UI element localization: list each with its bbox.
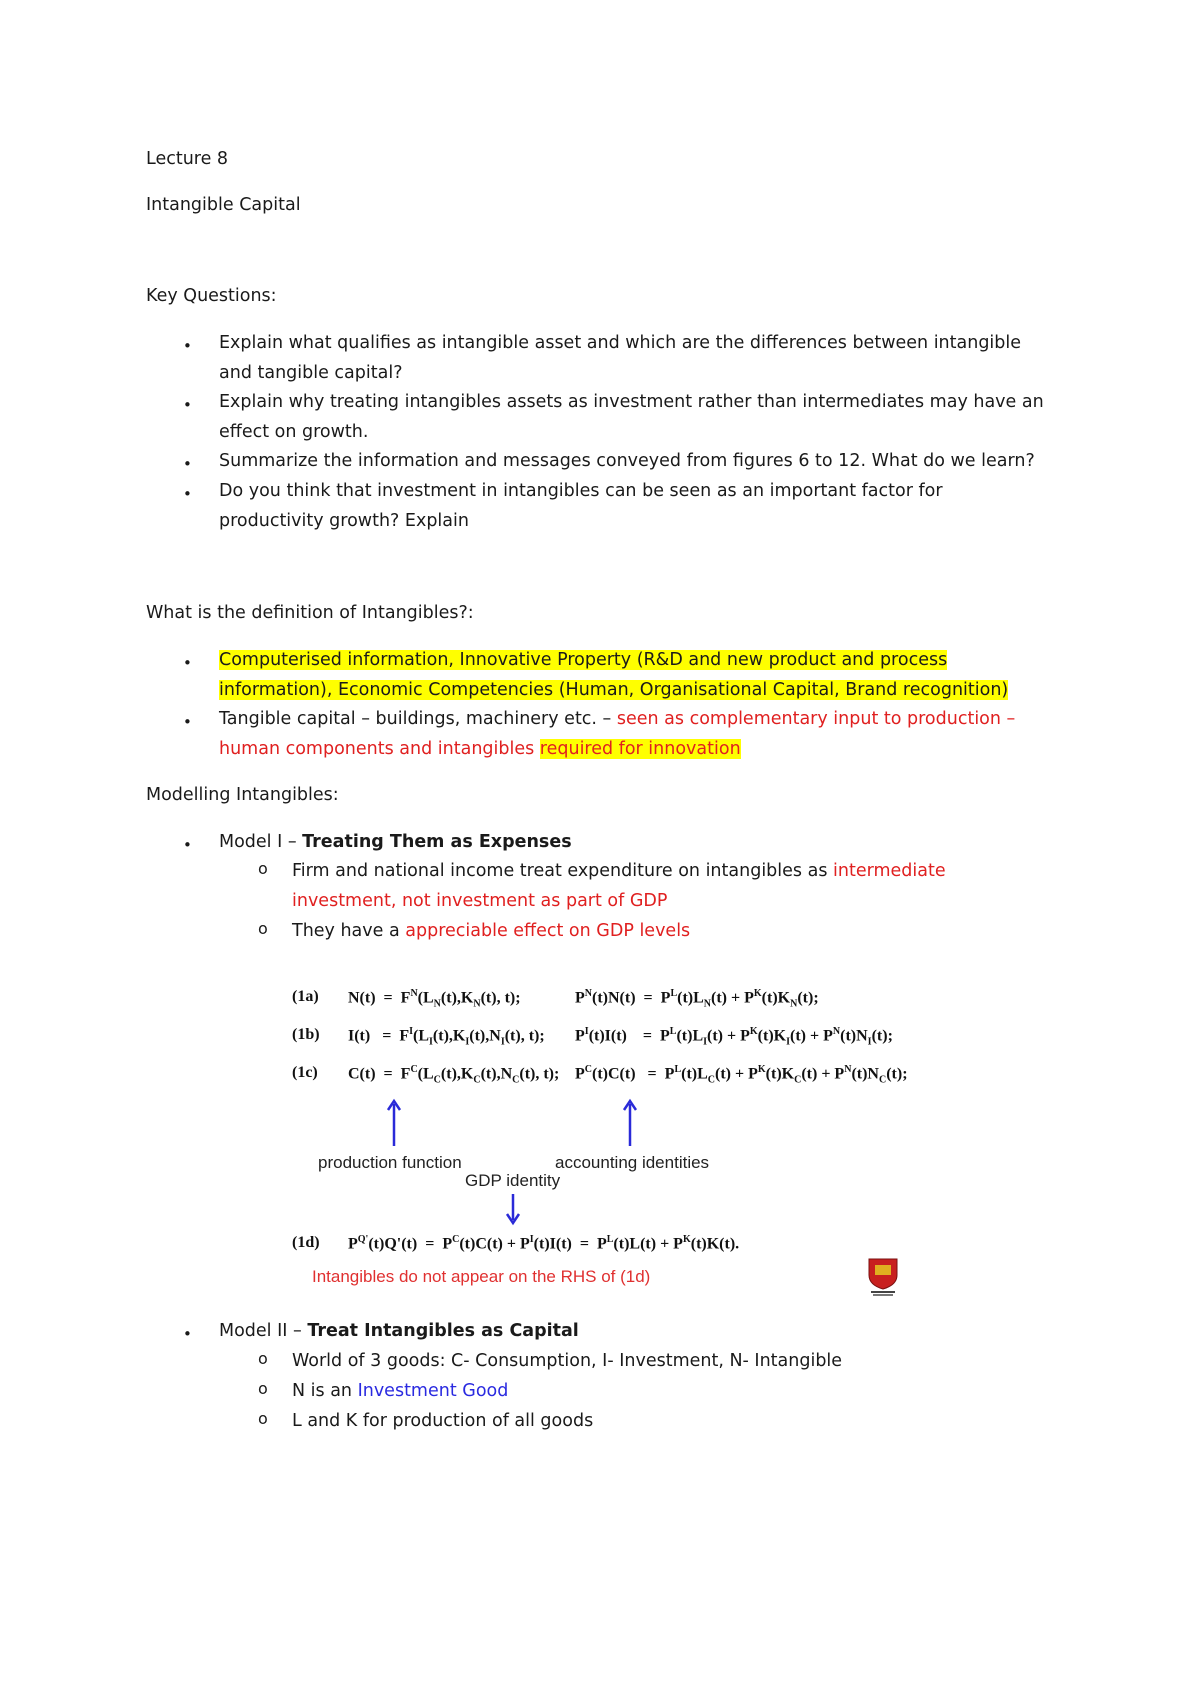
model-1-point-1-text: Firm and national income treat expenditure on intangibles as xyxy=(292,861,833,881)
bullet-icon: • xyxy=(183,396,192,414)
key-question-2-line-1: Explain why treating intangibles assets as investment rather than intermediates may have an xyxy=(219,392,1044,412)
arrow-up-icon xyxy=(386,1098,402,1148)
model-1-heading xyxy=(219,832,572,852)
equation-label-1b: (1b) xyxy=(292,1026,320,1043)
gdp-identity-label: GDP identity xyxy=(465,1171,561,1190)
bullet-icon: • xyxy=(183,485,192,503)
sub-bullet-icon: o xyxy=(258,1379,268,1398)
model-1-point-1-line-2: investment, not investment as part of GDP xyxy=(292,891,668,911)
arrow-down-icon xyxy=(505,1192,521,1226)
key-question-1-line-1: Explain what qualifies as intangible asset and which are the differences between intangible xyxy=(219,333,1022,353)
equation-1b-production: $I(t) = F^I(L_I(t),K_I(t),N_I(t)$, t); xyxy=(348,1026,545,1048)
bullet-icon: • xyxy=(183,337,192,355)
tangible-capital-text: Tangible capital – buildings, machinery etc. – xyxy=(219,709,617,729)
equation-1d-gdp: $P^{Q'}(t)Q'(t) = P^C(t)C(t) + P^I(t)I(t) = P^L(t)L(t) + P^K(t)K(t)$. xyxy=(348,1234,740,1253)
equation-label-1a: (1a) xyxy=(292,988,319,1005)
equation-label-1d: (1d) xyxy=(292,1234,320,1251)
lecture-subtitle: Intangible Capital xyxy=(146,195,301,215)
sub-bullet-icon: o xyxy=(258,1409,268,1428)
definition-item-1-line-1 xyxy=(219,650,947,670)
bullet-icon: • xyxy=(183,455,192,473)
key-question-4-line-2: productivity growth? Explain xyxy=(219,511,469,531)
equation-1a-accounting: $P^N(t)N(t) = P^L(t)L_N(t) + P^K(t)K_N(t)$; xyxy=(575,988,819,1010)
model-2-prefix: Model II – xyxy=(219,1321,308,1341)
model-1-title: Treating Them as Expenses xyxy=(302,832,572,852)
required-for-innovation-text: required for innovation xyxy=(539,739,741,759)
equation-1c-accounting: $P^C(t)C(t) = P^L(t)L_C(t) + P^K(t)K_C(t) + P^N(t)N_C(t)$; xyxy=(575,1064,908,1086)
definition-item-1-line-2 xyxy=(219,680,1008,700)
arrow-up-icon xyxy=(622,1098,638,1148)
bullet-icon: • xyxy=(183,836,192,854)
definition-item-2-line-1 xyxy=(219,709,1015,729)
key-question-2-line-2: effect on growth. xyxy=(219,422,369,442)
sub-bullet-icon: o xyxy=(258,859,268,878)
accounting-identities-label: accounting identities xyxy=(555,1153,710,1172)
model-2-point-2 xyxy=(292,1381,508,1401)
model-1-point-1-red: intermediate xyxy=(833,861,946,881)
lecture-title: Lecture 8 xyxy=(146,149,229,169)
equation-label-1c: (1c) xyxy=(292,1064,318,1081)
highlighted-text: information), Economic Competencies (Human, Organisational Capital, Brand recognition) xyxy=(219,680,1009,700)
key-questions-heading: Key Questions: xyxy=(146,286,277,306)
model-1-point-2-text: They have a xyxy=(292,921,406,941)
key-question-4-line-1: Do you think that investment in intangibles can be seen as an important factor for xyxy=(219,481,943,501)
intangibles-note: Intangibles do not appear on the RHS of (1d) xyxy=(312,1267,651,1286)
model-1-point-2 xyxy=(292,921,690,941)
model-2-point-2-text: N is an xyxy=(292,1381,358,1401)
model-1-prefix: Model I – xyxy=(219,832,303,852)
complementary-input-text: seen as complementary input to production – xyxy=(616,709,1016,729)
sub-bullet-icon: o xyxy=(258,919,268,938)
bullet-icon: • xyxy=(183,1325,192,1343)
model-2-title: Treat Intangibles as Capital xyxy=(307,1321,579,1341)
equation-1c-production: $C(t) = F^C(L_C(t),K_C(t),N_C(t)$, t); xyxy=(348,1064,560,1086)
bullet-icon: • xyxy=(183,713,192,731)
bullet-icon: • xyxy=(183,654,192,672)
investment-good-text: Investment Good xyxy=(357,1381,509,1401)
definition-heading: What is the definition of Intangibles?: xyxy=(146,603,474,623)
model-2-heading xyxy=(219,1321,579,1341)
equation-1b-accounting: $P^I(t)I(t)$ = $P^L(t)L_I(t) + P^K(t)K_I(t) + P^N(t)N_I(t)$; xyxy=(575,1026,893,1048)
model-2-point-1: World of 3 goods: C- Consumption, I- Investment, N- Intangible xyxy=(292,1351,843,1371)
model-1-point-1-line-1 xyxy=(292,861,946,881)
key-question-3-line-1: Summarize the information and messages conveyed from figures 6 to 12. What do we learn? xyxy=(219,451,1035,471)
model-1-point-2-red: appreciable effect on GDP levels xyxy=(405,921,691,941)
key-question-1-line-2: and tangible capital? xyxy=(219,363,403,383)
production-function-label: production function xyxy=(318,1153,462,1172)
human-components-text: human components and intangibles xyxy=(219,739,540,759)
highlighted-text: Computerised information, Innovative Property (R&D and new product and process xyxy=(219,650,948,670)
sub-bullet-icon: o xyxy=(258,1349,268,1368)
model-2-point-3: L and K for production of all goods xyxy=(292,1411,594,1431)
definition-item-2-line-2 xyxy=(219,739,741,759)
model-equations-figure xyxy=(280,970,920,1300)
university-crest-logo xyxy=(865,1255,901,1297)
equation-1a-production: $N(t) = F^N(L_N(t),K_N(t)$, t); xyxy=(348,988,521,1010)
modelling-heading: Modelling Intangibles: xyxy=(146,785,339,805)
